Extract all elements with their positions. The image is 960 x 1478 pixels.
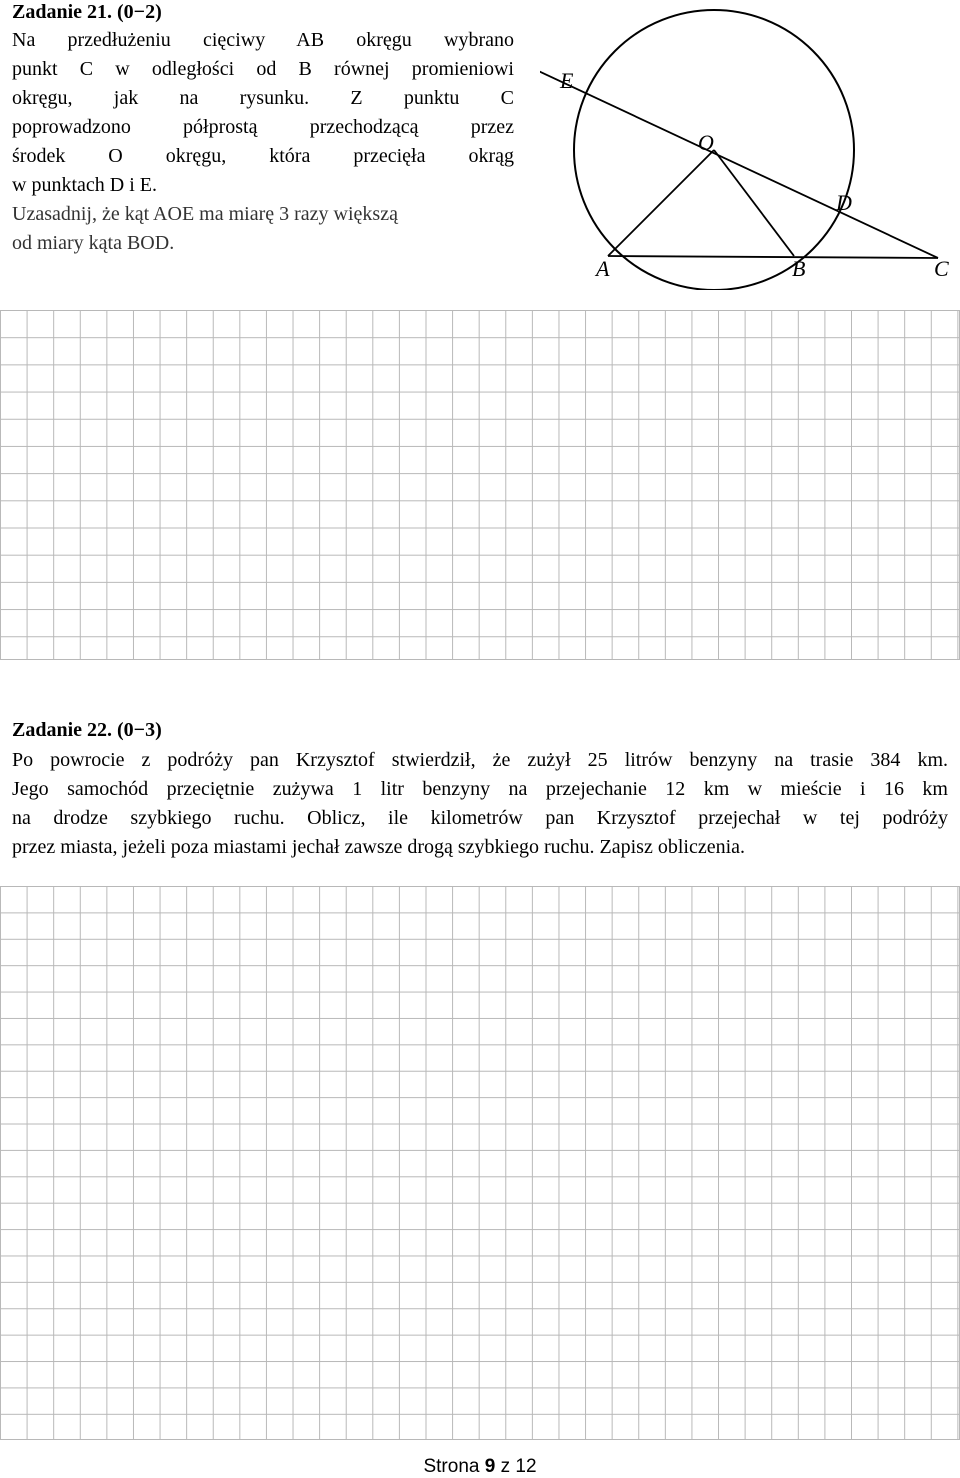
task-21-title: Zadanie 21. (0−2) (12, 1, 162, 23)
task-22-line: przez miasta, jeżeli poza miastami jechał zawsze drogą szybkiego ruchu. Zapisz obliczenia. (12, 836, 746, 858)
task-21-line: punkt C w odległości od B równej promieniowi (12, 58, 514, 80)
task-21-question (12, 200, 514, 258)
label-b: B (792, 256, 806, 281)
task-21-line: okręgu, jak na rysunku. Z punktu C (12, 87, 514, 109)
task-22-line: Po powrocie z podróży pan Krzysztof stwierdził, że zużył 25 litrów benzyny na trasie 384 km. (12, 749, 948, 771)
answer-grid-task-21[interactable] (0, 310, 960, 660)
segment-ao (608, 150, 714, 256)
task-21-text (12, 26, 514, 258)
segment-ob (714, 150, 794, 256)
task-21-question-line: od miary kąta BOD. (12, 232, 175, 254)
label-e: E (560, 68, 574, 93)
label-d: D (836, 190, 852, 215)
task-21-line: poprowadzono półprostą przechodzącą przez (12, 116, 514, 138)
task-22-title: Zadanie 22. (0−3) (12, 719, 162, 741)
label-c: C (934, 256, 949, 281)
task-21-description (12, 26, 514, 200)
label-o: O (698, 130, 714, 155)
task-22-text (12, 746, 948, 862)
task-22-line: Jego samochód przeciętnie zużywa 1 litr benzyny na przejechanie 12 km w mieście i 16 km (12, 778, 948, 800)
footer-total-pages: 12 (515, 1456, 537, 1477)
page-footer (0, 1456, 960, 1478)
task-21-line: w punktach D i E. (12, 174, 157, 196)
footer-page-number: 9 (484, 1456, 496, 1477)
footer-separator: z (500, 1456, 511, 1477)
task-22-line: na drodze szybkiego ruchu. Oblicz, ile kilometrów pan Krzysztof przejechał w tej podróży (12, 807, 948, 829)
task-21-line: Na przedłużeniu cięciwy AB okręgu wybrano (12, 29, 514, 51)
line-ac (608, 256, 938, 258)
geometry-figure (540, 0, 960, 290)
task-21-line: środek O okręgu, która przecięła okrąg (12, 145, 514, 167)
answer-grid-task-22[interactable] (0, 886, 960, 1440)
footer-prefix: Strona (423, 1456, 480, 1477)
task-21-question-line: Uzasadnij, że kąt AOE ma miarę 3 razy większą (12, 203, 398, 225)
label-a: A (596, 256, 610, 281)
